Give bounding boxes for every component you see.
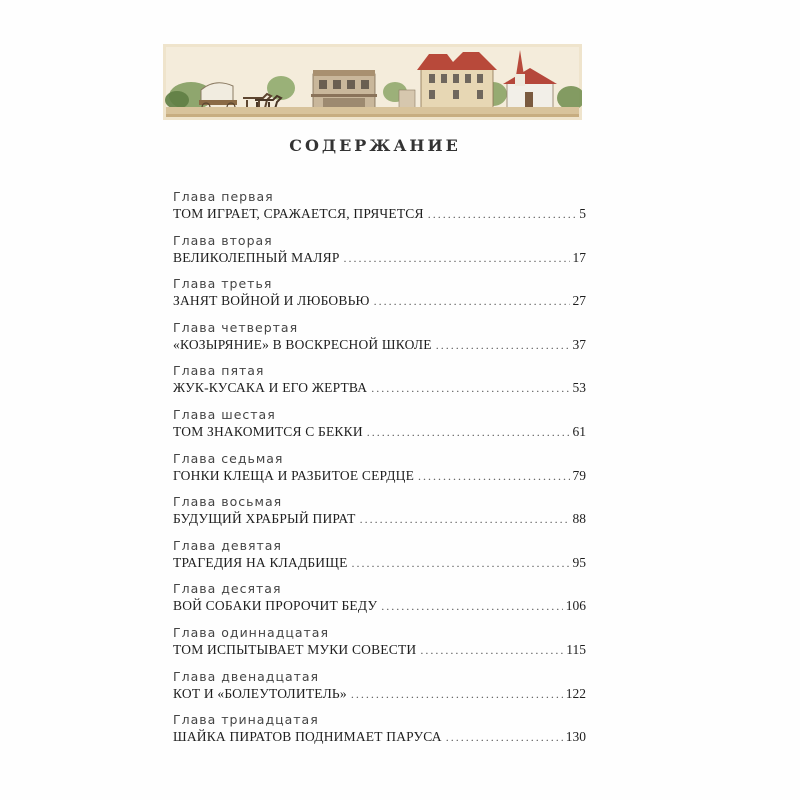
chapter-label: Глава первая bbox=[173, 189, 274, 204]
chapter-title-line bbox=[173, 467, 586, 485]
table-of-contents bbox=[173, 189, 586, 756]
toc-entry bbox=[173, 669, 586, 713]
dot-leader bbox=[420, 641, 563, 659]
chapter-label: Глава двенадцатая bbox=[173, 668, 320, 684]
chapter-title: ЖУК-КУСАКА И ЕГО ЖЕРТВА bbox=[173, 380, 368, 396]
hotel-window-7 bbox=[453, 90, 459, 99]
chapter-title-line bbox=[173, 292, 586, 310]
page-number: 88 bbox=[572, 511, 586, 527]
chapter-title: ТРАГЕДИЯ НА КЛАДБИЩЕ bbox=[173, 554, 348, 570]
chapter-label: Глава четвертая bbox=[173, 319, 299, 335]
page-number: 95 bbox=[572, 554, 586, 570]
store-window-1 bbox=[319, 80, 327, 89]
chapter-title: ТОМ ИСПЫТЫВАЕТ МУКИ СОВЕСТИ bbox=[173, 641, 417, 657]
hotel-window-4 bbox=[465, 74, 471, 83]
hotel-window-2 bbox=[441, 74, 447, 83]
store-porch bbox=[323, 98, 365, 108]
chapter-title: ГОНКИ КЛЕЩА И РАЗБИТОЕ СЕРДЦЕ bbox=[173, 467, 415, 483]
chapter-title-line bbox=[173, 336, 586, 354]
store-porch-roof bbox=[311, 94, 377, 97]
page-number: 5 bbox=[579, 206, 586, 221]
chapter-label: Глава шестая bbox=[173, 406, 276, 422]
chapter-label: Глава одиннадцатая bbox=[173, 624, 329, 640]
page-number: 106 bbox=[565, 598, 586, 614]
toc-entry bbox=[173, 363, 586, 407]
dot-leader bbox=[352, 554, 570, 572]
chapter-label: Глава десятая bbox=[173, 581, 282, 597]
hotel-window-5 bbox=[477, 74, 483, 83]
chapter-label: Глава третья bbox=[173, 276, 273, 292]
dot-leader bbox=[367, 423, 570, 441]
chapter-title-line bbox=[173, 554, 586, 572]
store-roofline bbox=[313, 70, 375, 76]
page-number: 61 bbox=[572, 423, 586, 439]
chapter-title-line bbox=[173, 249, 586, 267]
toc-entry bbox=[173, 451, 586, 495]
hotel-window-8 bbox=[477, 90, 483, 99]
shed bbox=[399, 90, 415, 108]
chapter-title: ЗАНЯТ ВОЙНОЙ И ЛЮБОВЬЮ bbox=[173, 293, 370, 309]
dot-leader bbox=[381, 597, 563, 615]
chapter-label: Глава пятая bbox=[173, 363, 265, 379]
page-number: 79 bbox=[572, 467, 586, 483]
page-number: 53 bbox=[572, 380, 586, 396]
chapter-title: ТОМ ИГРАЕТ, СРАЖАЕТСЯ, ПРЯЧЕТСЯ bbox=[173, 206, 424, 221]
toc-entry bbox=[173, 233, 586, 277]
dot-leader bbox=[371, 379, 569, 397]
chapter-title: КОТ И «БОЛЕУТОЛИТЕЛЬ» bbox=[173, 685, 347, 701]
page-number: 37 bbox=[572, 336, 586, 352]
dot-leader bbox=[436, 336, 570, 354]
toc-entry bbox=[173, 494, 586, 538]
store-window-3 bbox=[347, 80, 355, 89]
page-number: 122 bbox=[565, 685, 586, 701]
banner-road bbox=[166, 114, 579, 117]
page-title: СОДЕРЖАНИЕ bbox=[289, 136, 461, 155]
page-number: 27 bbox=[572, 293, 586, 309]
toc-entry bbox=[173, 581, 586, 625]
chapter-title-line bbox=[173, 597, 586, 615]
chapter-label: Глава вторая bbox=[173, 232, 273, 248]
town-illustration bbox=[163, 44, 582, 120]
chapter-title-line bbox=[173, 641, 586, 659]
dot-leader bbox=[351, 685, 563, 703]
toc-entry bbox=[173, 407, 586, 451]
toc-entry bbox=[173, 538, 586, 582]
church-tower bbox=[515, 74, 525, 86]
chapter-title-line bbox=[173, 510, 586, 528]
chapter-title-line bbox=[173, 728, 586, 746]
hotel-window-1 bbox=[429, 74, 435, 83]
chapter-label: Глава девятая bbox=[173, 537, 282, 553]
chapter-label: Глава седьмая bbox=[173, 450, 284, 466]
page-number: 115 bbox=[566, 641, 586, 657]
chapter-title: ТОМ ЗНАКОМИТСЯ С БЕККИ bbox=[173, 423, 363, 439]
dot-leader bbox=[344, 249, 570, 267]
chapter-title: ВЕЛИКОЛЕПНЫЙ МАЛЯР bbox=[173, 249, 340, 265]
chapter-title-line bbox=[173, 423, 586, 441]
church-door bbox=[525, 92, 533, 108]
chapter-title-line bbox=[173, 685, 586, 703]
chapter-title-line bbox=[173, 379, 586, 397]
dot-leader bbox=[374, 292, 570, 310]
chapter-title: ШАЙКА ПИРАТОВ ПОДНИМАЕТ ПАРУСА bbox=[173, 729, 442, 745]
toc-entry bbox=[173, 625, 586, 669]
dot-leader bbox=[360, 510, 570, 528]
chapter-title: «КОЗЫРЯНИЕ» В ВОСКРЕСНОЙ ШКОЛЕ bbox=[173, 336, 432, 352]
toc-entry bbox=[173, 320, 586, 364]
toc-entry bbox=[173, 712, 586, 756]
hotel-window-6 bbox=[429, 90, 435, 99]
chapter-label: Глава тринадцатая bbox=[173, 712, 319, 728]
chapter-title: БУДУЩИЙ ХРАБРЫЙ ПИРАТ bbox=[173, 511, 356, 527]
toc-entry bbox=[173, 189, 586, 233]
store-window-2 bbox=[333, 80, 341, 89]
tree-left-small bbox=[165, 91, 189, 109]
dot-leader bbox=[428, 205, 577, 223]
chapter-title: ВОЙ СОБАКИ ПРОРОЧИТ БЕДУ bbox=[173, 598, 378, 614]
store-window-4 bbox=[361, 80, 369, 89]
hotel-window-3 bbox=[453, 74, 459, 83]
chapter-label: Глава восьмая bbox=[173, 494, 283, 510]
page-number: 130 bbox=[565, 729, 586, 745]
chapter-title-line bbox=[173, 205, 586, 223]
dot-leader bbox=[418, 467, 569, 485]
dot-leader bbox=[446, 728, 563, 746]
toc-entry bbox=[173, 276, 586, 320]
page-number: 17 bbox=[572, 249, 586, 265]
